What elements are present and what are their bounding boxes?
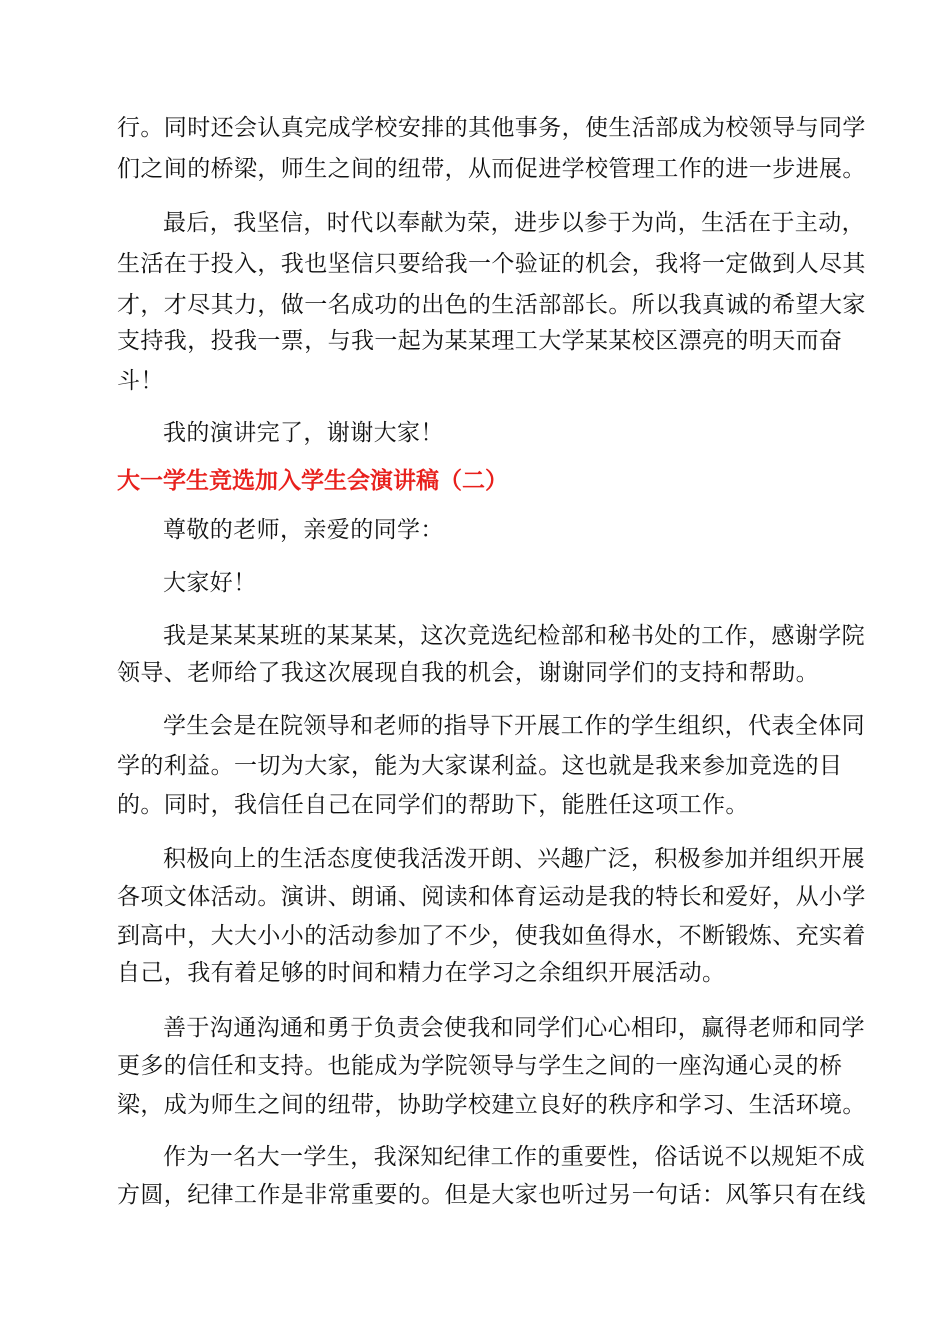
- paragraph-line: 我是某某某班的某某某，这次竞选纪检部和秘书处的工作，感谢学院: [163, 623, 865, 649]
- greeting-line: 尊敬的老师，亲爱的同学：: [163, 517, 444, 543]
- paragraph-line: 学的利益。一切为大家，能为大家谋利益。这也就是我来参加竞选的目: [117, 753, 843, 779]
- paragraph-line: 梁，成为师生之间的纽带，协助学校建立良好的秩序和学习、生活环境。: [117, 1092, 866, 1118]
- paragraph-line: 善于沟通沟通和勇于负责会使我和同学们心心相印，赢得老师和同学: [163, 1015, 865, 1041]
- paragraph-line: 学生会是在院领导和老师的指导下开展工作的学生组织，代表全体同: [163, 713, 865, 739]
- paragraph-line: 自己，我有着足够的时间和精力在学习之余组织开展活动。: [117, 960, 726, 986]
- greeting-line: 大家好！: [163, 570, 257, 596]
- paragraph-line: 领导、老师给了我这次展现自我的机会，谢谢同学们的支持和帮助。: [117, 660, 819, 686]
- paragraph-line: 支持我，投我一票，与我一起为某某理工大学某某校区漂亮的明天而奋: [117, 328, 843, 354]
- paragraph-line: 的。同时，我信任自己在同学们的帮助下，能胜任这项工作。: [117, 792, 749, 818]
- paragraph-line: 方圆，纪律工作是非常重要的。但是大家也听过另一句话：风筝只有在线: [117, 1182, 866, 1208]
- paragraph-line: 到高中，大大小小的活动参加了不少，使我如鱼得水，不断锻炼、充实着: [117, 923, 866, 949]
- section-heading: 大一学生竞选加入学生会演讲稿（二）: [117, 468, 508, 494]
- paragraph-line: 生活在于投入，我也坚信只要给我一个验证的机会，我将一定做到人尽其: [117, 251, 866, 277]
- paragraph-line: 们之间的桥梁，师生之间的纽带，从而促进学校管理工作的进一步进展。: [117, 156, 866, 182]
- paragraph-line: 行。同时还会认真完成学校安排的其他事务，使生活部成为校领导与同学: [117, 115, 866, 141]
- paragraph-line: 最后，我坚信，时代以奉献为荣，进步以参于为尚，生活在于主动，: [163, 210, 865, 236]
- paragraph-line: 积极向上的生活态度使我活泼开朗、兴趣广泛，积极参加并组织开展: [163, 846, 865, 872]
- paragraph-line: 才，才尽其力，做一名成功的出色的生活部部长。所以我真诚的希望大家: [117, 292, 866, 318]
- paragraph-line: 我的演讲完了，谢谢大家！: [163, 420, 444, 446]
- paragraph-line: 各项文体活动。演讲、朗诵、阅读和体育运动是我的特长和爱好，从小学: [117, 884, 866, 910]
- paragraph-line: 作为一名大一学生，我深知纪律工作的重要性，俗话说不以规矩不成: [163, 1144, 865, 1170]
- paragraph-line: 斗！: [117, 368, 164, 394]
- paragraph-line: 更多的信任和支持。也能成为学院领导与学生之间的一座沟通心灵的桥: [117, 1053, 843, 1079]
